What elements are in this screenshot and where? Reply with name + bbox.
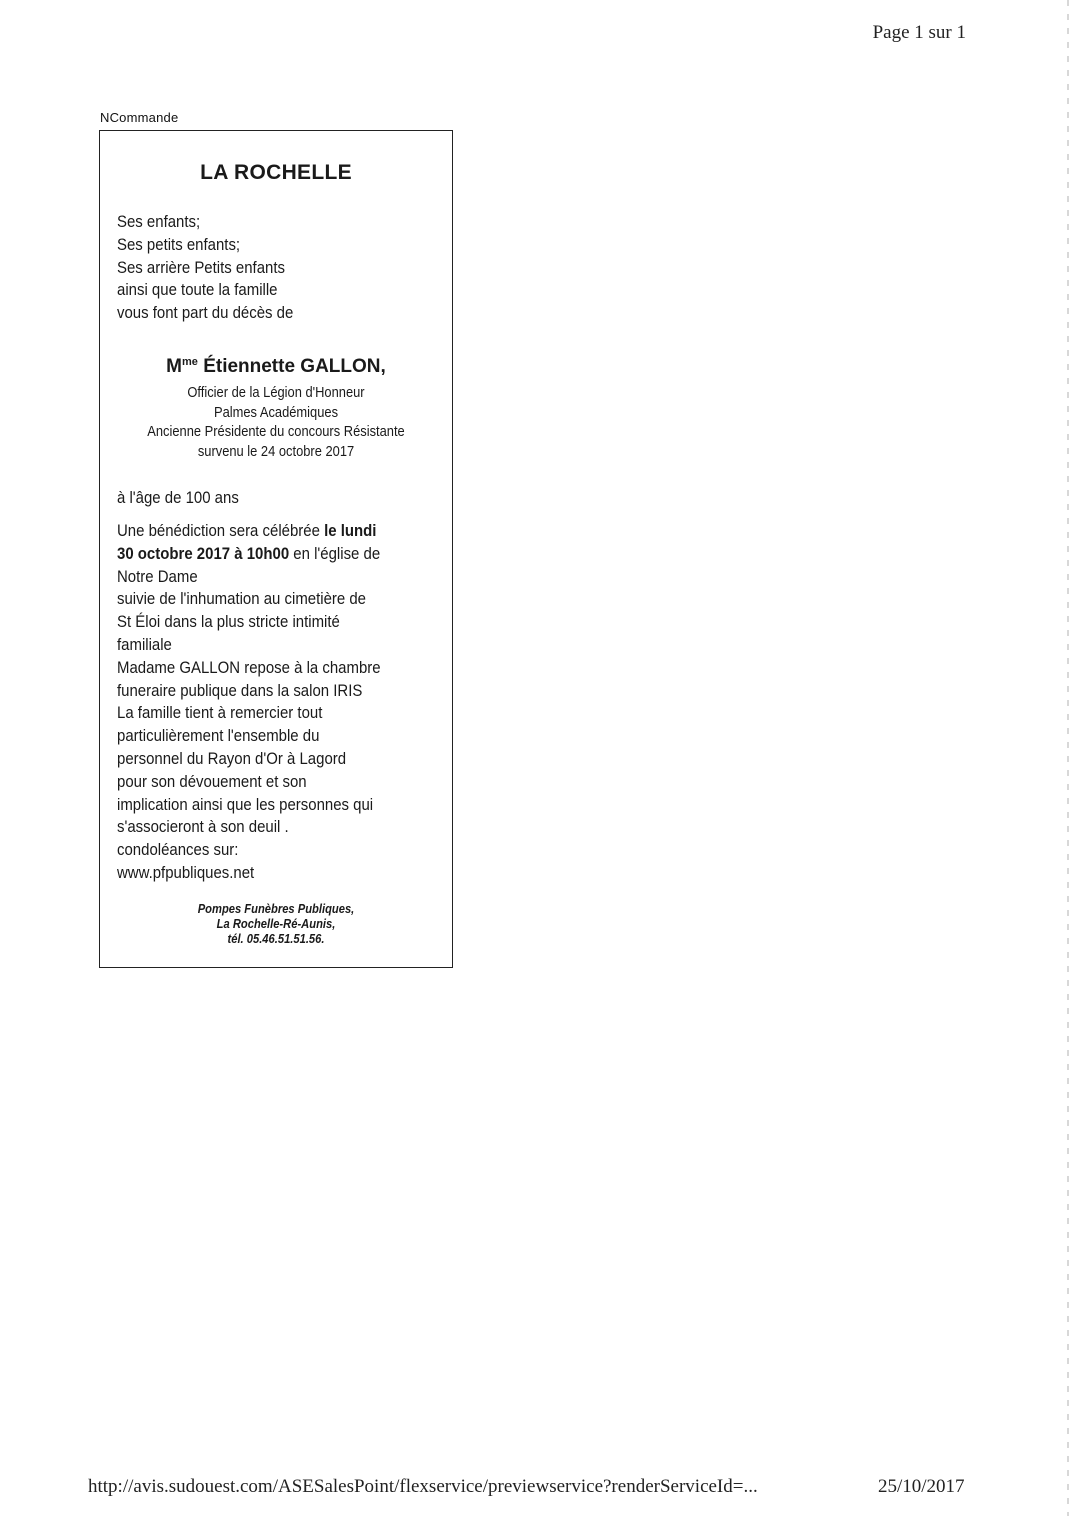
family-line: Ses arrière Petits enfants (117, 257, 285, 277)
ceremony-date-time: 30 octobre 2017 à 10h00 (117, 543, 290, 563)
scan-edge-artifact (1067, 0, 1069, 1516)
title-line: Palmes Académiques (213, 403, 339, 421)
ceremony-line: familiale (117, 634, 172, 654)
obituary-notice (99, 130, 453, 968)
ceremony-line (117, 520, 381, 543)
ceremony-location-prefix: en l'église de (289, 543, 381, 563)
ceremony-line: St Éloi dans la plus stricte intimité (117, 612, 340, 632)
title-line: survenu le 24 octobre 2017 (197, 442, 355, 460)
ceremony-line: suivie de l'inhumation au cimetière de (117, 589, 367, 609)
family-announcement (117, 211, 293, 325)
ceremony-line: pour son dévouement et son (117, 771, 307, 791)
ceremony-line: condoléances sur: (117, 840, 239, 860)
notice-city-title: LA ROCHELLE (200, 161, 352, 184)
ceremony-line: La famille tient à remercier tout (117, 703, 323, 723)
ceremony-line: particulièrement l'ensemble du (117, 726, 320, 746)
title-line: Officier de la Légion d'Honneur (187, 384, 365, 401)
family-line: vous font part du décès de (117, 303, 294, 323)
ceremony-day: le lundi (324, 521, 377, 540)
ceremony-intro: Une bénédiction sera célébrée (117, 521, 325, 540)
title-line: Ancienne Présidente du concours Résistante (147, 423, 405, 440)
deceased-full-name: Étiennette GALLON, (203, 356, 386, 377)
deceased-titles (100, 383, 452, 461)
funeral-home-info (100, 901, 452, 946)
funeral-home-phone: tél. 05.46.51.51.56. (227, 931, 325, 946)
footer-url: http://avis.sudouest.com/ASESalesPoint/flexservice/previewservice?renderServiceId=... (88, 1476, 758, 1497)
honorific: M (166, 356, 182, 377)
ceremony-line: implication ainsi que les personnes qui (117, 794, 374, 814)
order-label: NCommande (100, 110, 179, 125)
family-line: Ses petits enfants; (117, 234, 241, 254)
funeral-home-name: Pompes Funèbres Publiques, (197, 901, 355, 916)
footer-date: 25/10/2017 (878, 1476, 965, 1497)
ceremony-details (117, 520, 381, 885)
page-indicator: Page 1 sur 1 (872, 22, 966, 43)
family-line: Ses enfants; (117, 212, 201, 231)
ceremony-line: s'associeront à son deuil . (117, 817, 289, 837)
ceremony-line (117, 543, 381, 566)
deceased-name (100, 356, 452, 378)
funeral-home-location: La Rochelle-Ré-Aunis, (216, 916, 336, 931)
ceremony-line: funeraire publique dans la salon IRIS (117, 680, 363, 700)
age-line: à l'âge de 100 ans (117, 488, 239, 507)
family-line: ainsi que toute la famille (117, 280, 278, 300)
condolences-link: www.pfpubliques.net (117, 862, 255, 882)
ceremony-line: Notre Dame (117, 566, 198, 586)
ceremony-line: personnel du Rayon d'Or à Lagord (117, 748, 347, 768)
honorific-suffix: me (182, 356, 198, 368)
ceremony-line: Madame GALLON repose à la chambre (117, 657, 381, 677)
